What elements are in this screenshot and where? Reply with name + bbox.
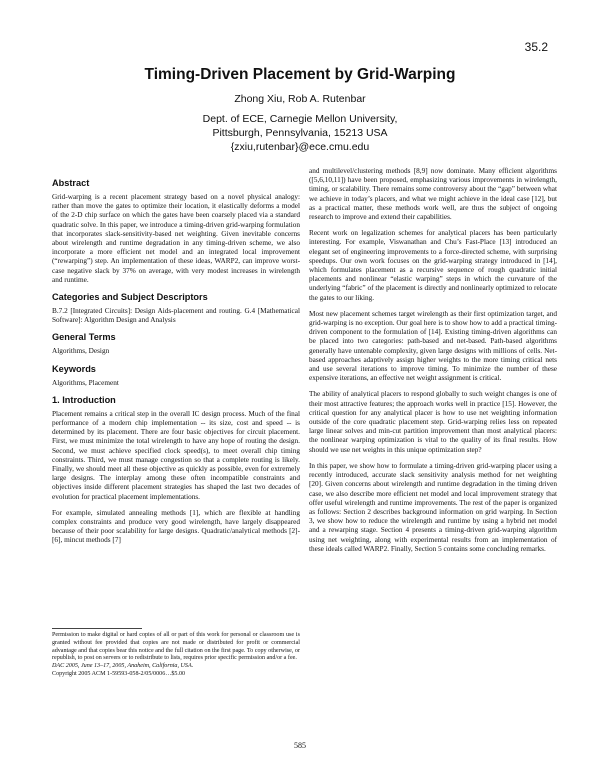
categories-text: B.7.2 [Integrated Circuits]: Design Aids-placement and routing. G.4 [Mathematical Software]: Algorithm Design and Analysis [52,307,300,325]
right-paragraph-2: Recent work on legalization schemes for analytical placers has been particularly interesting. For example, Viswanathan and Chu’s Fast-Place [13] introduced an elegant set of engineering improvements to a force-directed scheme, with surprising speedups. Our own work focuses on the grid-warping strategy introduced in [14], which formulates placement as a recursive sequence of rough quadratic initial placements and nonlinear “elastic warping” steps in which the curvature of the underlying “fabric” of the placement is directly and nonlinearly optimized to relocate the gates to our liking. [309,229,557,302]
footnote-conference: DAC 2005, June 13–17, 2005, Anaheim, California, USA. [52,663,194,670]
right-paragraph-5: In this paper, we show how to formulate a timing-driven grid-warping placer using a recently introduced, accurate slack sensitivity analysis method for net weighting [20]. Given concerns about wirelength and runtime degradation in the timing driven case, we also describe more efficient net model and local improvement strategy that offer useful wirelength and runtime improvements. The rest of the paper is organized as follows: Section 2 describes background information on grid warping. In Section 3, we show how to reduce the wirelength and runtime by using a hybrid net model and a rewarping stage. Section 4 presents a timing-driven grid-warping algorithm using net weighting, along with experimental results from an implementation of these ideals called WARP2. Finally, Section 5 contains some concluding remarks. [309,461,557,553]
introduction-heading: 1. Introduction [52,394,116,405]
affiliation [0,112,600,154]
footnote-rule [52,628,142,629]
keywords-text: Algorithms, Placement [52,378,119,387]
left-column [52,178,300,553]
footnote-permission: Permission to make digital or hard copies of all or part of this work for personal or classroom use is granted without fee provided that copies are not made or distributed for profit or commercial advantage and that copies bear this notice and the full citation on the first page. To copy otherwise, or republish, to post on servers or to redistribute to lists, requires prior specific permission and/or a fee. [52,632,300,662]
introduction-paragraph-2: For example, simulated annealing methods [1], which are flexible at handling complex constraints and produce very good wirelength, have largely disappeared because of their poor scalability for large designs. Quadratic/analytical methods [2]-[6], mincut methods [7] [52,508,300,545]
affiliation-email: {zxiu,rutenbar}@ece.cmu.edu [230,141,370,153]
right-column [309,167,557,561]
affiliation-dept: Dept. of ECE, Carnegie Mellon University, [202,113,398,125]
abstract-heading: Abstract [52,178,90,188]
footnote-copyright: Copyright 2005 ACM 1-59593-058-2/05/0006…$5.00 [52,670,186,677]
right-paragraph-1: and multilevel/clustering methods [8,9] now dominate. Many efficient algorithms ([5,6,10,11]) have been proposed, emphasizing various improvements in wirelength, timing, or scalability. There remains some controversy about the “gap” between what we achieve in today’s placers, and what we might achieve in the ideal case [12], but as a practical matter, these methods work well, are thus the subject of ongoing research to improve and extend their capabilities. [309,167,557,222]
right-paragraph-4: The ability of analytical placers to respond globally to such weight changes is one of their most attractive features; the approach works well in practice [15]. However, the critical question for any analytical placer is how to use net weighting information outside of the core quadratic placement step. Grid-warping relies less on repeated large linear solves and min-cut partition improvement than most analytical placers: the nonlinear warping optimization is vital to the quality of its final results. How should we use net weights in this unique optimization step? [309,390,557,454]
affiliation-city: Pittsburgh, Pennsylvania, 15213 USA [212,127,388,139]
keywords-heading: Keywords [52,363,96,374]
paper-authors: Zhong Xiu, Rob A. Rutenbar [234,93,366,105]
page-number: 585 [294,741,306,750]
general-terms-text: Algorithms, Design [52,347,110,356]
paper-title: Timing-Driven Placement by Grid-Warping [144,66,456,83]
introduction-paragraph-1: Placement remains a critical step in the overall IC design process. Much of the final performance of a modern chip implementation -- its size, cost and speed -- is determined by its placement. There are four basic objectives for circuit placement. First, we must minimize the total wirelength to have any hope of routing the design. Second, we must achieve specified clock speed(s), to meet overall chip timing constraints. Third, we must manage congestion so that a complete routing is likely. Finally, we should meet all these objective as quickly as possible, even for extremely large designs. The interplay among these often incompatible constraints and objectives inside different placement strategies has shaped the last two decades of evolution for practical placement implementations. [52,409,300,501]
permission-footnote [52,632,300,679]
general-terms-heading: General Terms [52,332,116,343]
abstract-text: Grid-warping is a recent placement strategy based on a novel physical analogy: rather than move the gates to optimize their location, it elastically deforms a model of the 2-D chip surface on which the gates have been coarsely placed via a standard quadratic solve. In this paper, we introduce a timing-driven grid-warping formulation that incorporates slack-sensitivity-based net weighting. Given inevitable concerns about wirelength and runtime degradation in any timing-driven scheme, we also incorporate a more efficient net model and an integrated local improvement (“rewarping”) step. An implementation of these ideas, WARP2, can improve worst-case negative slack by 37% on average, with very modest increases in wirelength and runtime. [52,193,300,284]
categories-heading: Categories and Subject Descriptors [52,292,208,303]
section-number: 35.2 [524,40,548,54]
right-paragraph-3: Most new placement schemes target wirelength as their first optimization target, and grid-warping is no exception. Our goal here is to show how to add a practical timing-driven component to the formulation of [14]. Existing timing-driven algorithms can be placed into two categories: path-based and net-based. Path-based algorithms generally have untenable complexity, given large designs with millions of cells. Net-based approaches adaptively assign higher weights to the more timing critical nets and use several iterations to improve timing. To minimize the number of these expensive iterations, an effective net weight assignment is critical. [309,309,557,383]
